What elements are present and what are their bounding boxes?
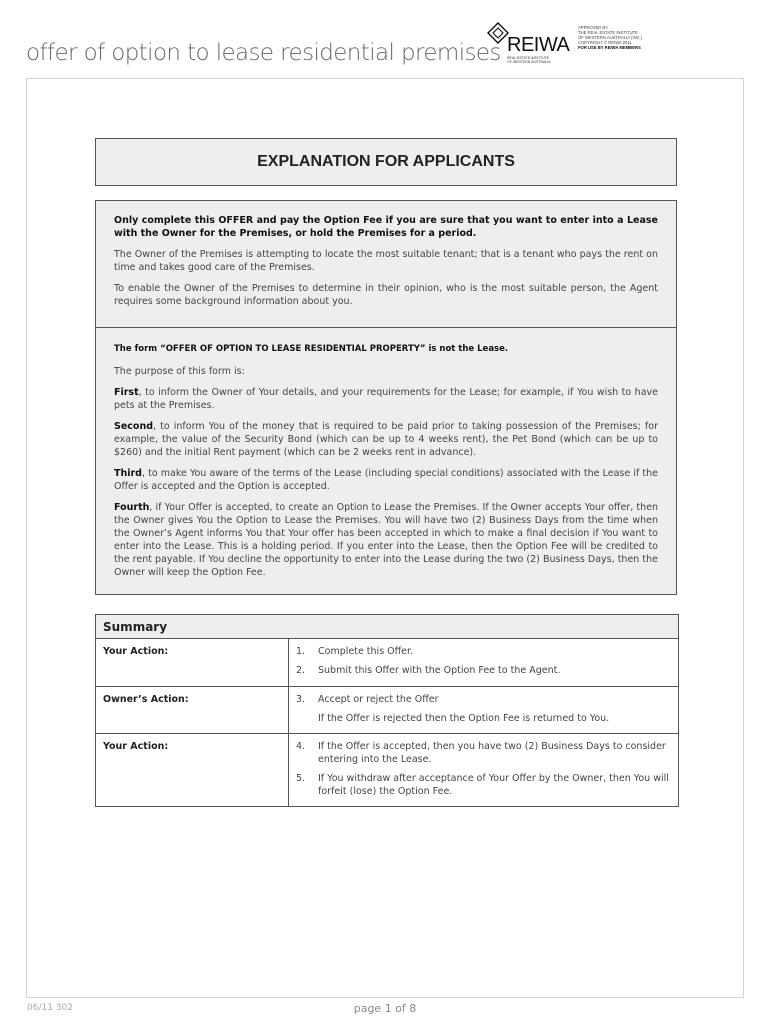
item-number xyxy=(296,712,318,725)
item-number: 4. xyxy=(296,741,306,752)
summary-table xyxy=(95,614,679,807)
summary-item xyxy=(296,740,672,766)
summary-row-items xyxy=(296,740,672,804)
summary-row xyxy=(96,639,678,687)
document-title: offer of option to lease residential premises xyxy=(26,40,501,66)
item-text: Complete this Offer. xyxy=(318,646,414,657)
summary-row xyxy=(96,687,678,734)
purpose-term: First xyxy=(114,387,139,398)
purpose-point xyxy=(114,420,658,459)
item-number: 2. xyxy=(296,665,306,676)
not-lease-note: The form “OFFER OF OPTION TO LEASE RESIDENTIAL PROPERTY” is not the Lease. xyxy=(114,344,509,354)
purpose-text: , to inform the Owner of Your details, and your requirements for the Lease; for example, if You wish to have pets at the Premises. xyxy=(114,387,658,411)
purpose-term: Third xyxy=(114,468,142,479)
purpose-intro: The purpose of this form is: xyxy=(114,366,245,377)
summary-row-items xyxy=(296,645,672,683)
summary-title: Summary xyxy=(96,615,678,639)
reiwa-logo xyxy=(487,22,582,68)
summary-item xyxy=(296,693,672,706)
purpose-term: Fourth xyxy=(114,502,150,513)
column-divider xyxy=(288,687,289,733)
summary-item xyxy=(296,664,672,677)
logo-subtitle: REAL ESTATE INSTITUTE OF WESTERN AUSTRALIA xyxy=(507,56,551,64)
intro-panel xyxy=(95,200,677,328)
page-number: page 1 of 8 xyxy=(353,1002,417,1015)
item-number: 1. xyxy=(296,646,306,657)
summary-row-label: Owner’s Action: xyxy=(103,694,189,705)
purpose-point xyxy=(114,386,658,412)
item-text: If the Offer is accepted, then you have two (2) Business Days to consider entering into the Lease. xyxy=(318,741,666,765)
item-text: Submit this Offer with the Option Fee to the Agent. xyxy=(318,665,561,676)
intro-paragraph: To enable the Owner of the Premises to determine in their opinion, who is the most suitable person, the Agent requires some background information about you. xyxy=(114,283,658,307)
reiwa-diamond-icon xyxy=(487,22,509,44)
summary-row-label: Your Action: xyxy=(103,741,169,752)
item-text: If the Offer is rejected then the Option Fee is returned to You. xyxy=(318,713,610,724)
column-divider xyxy=(288,639,289,686)
summary-item xyxy=(296,712,672,725)
purpose-text: , to make You aware of the terms of the Lease (including special conditions) associated with the Lease if the Offer is accepted and the Option is accepted. xyxy=(114,468,658,492)
intro-paragraph: The Owner of the Premises is attempting to locate the most suitable tenant; that is a tenant who pays the rent on time and takes good care of the Premises. xyxy=(114,249,658,273)
logo-name: REIWA xyxy=(507,34,570,56)
purpose-text: , to inform You of the money that is required to be paid prior to taking possession of the Premises; for example, the value of the Security Bond (which can be up to 4 weeks rent), the Pet Bond (which can be up to $260) and the initial Rent payment (which can be 2 weeks rent in advance). xyxy=(114,421,658,458)
form-code: 06/11 302 xyxy=(27,1003,73,1013)
explanation-heading: EXPLANATION FOR APPLICANTS xyxy=(257,153,515,170)
approval-line: THE REAL ESTATE INSTITUTE xyxy=(578,30,638,35)
approval-line: OF WESTERN AUSTRALIA (INC.) xyxy=(578,35,643,40)
column-divider xyxy=(288,734,289,806)
summary-row-label: Your Action: xyxy=(103,646,169,657)
purpose-point xyxy=(114,467,658,493)
item-number: 3. xyxy=(296,694,306,705)
intro-lead: Only complete this OFFER and pay the Option Fee if you are sure that you want to enter into a Lease with the Owner for the Premises, or hold the Premises for a period. xyxy=(114,215,658,239)
item-text: If You withdraw after acceptance of Your Offer by the Owner, then You will forfeit (lose) the Option Fee. xyxy=(318,773,669,797)
approval-line: APPROVED BY xyxy=(578,25,609,30)
explanation-heading-box xyxy=(95,138,677,186)
item-text: Accept or reject the Offer xyxy=(318,694,439,705)
approval-notice xyxy=(578,25,658,50)
purpose-text: , if Your Offer is accepted, to create an Option to Lease the Premises. If the Owner accepts Your offer, then the Owner gives You the Option to Lease the Premises. You will have two (2) Business Days from the time when the Owner’s Agent informs You that Your offer has been accepted in which to make a final decision if You want to enter into the Lease. This is a holding period. If you enter into the Lease, then the Option Fee will be credited to the rent payable. If You decline the opportunity to enter into the Lease during the two (2) Business Days, then the Owner will keep the Option Fee. xyxy=(114,502,658,578)
summary-row-items xyxy=(296,693,672,731)
summary-item xyxy=(296,772,672,798)
purpose-panel xyxy=(95,327,677,595)
summary-item xyxy=(296,645,672,658)
purpose-point xyxy=(114,501,658,579)
item-number: 5. xyxy=(296,773,306,784)
approval-line: COPYRIGHT © REIWA 2011 xyxy=(578,40,632,45)
approval-members-line: FOR USE BY REIWA MEMBERS xyxy=(578,45,641,50)
summary-row xyxy=(96,734,678,806)
purpose-term: Second xyxy=(114,421,154,432)
